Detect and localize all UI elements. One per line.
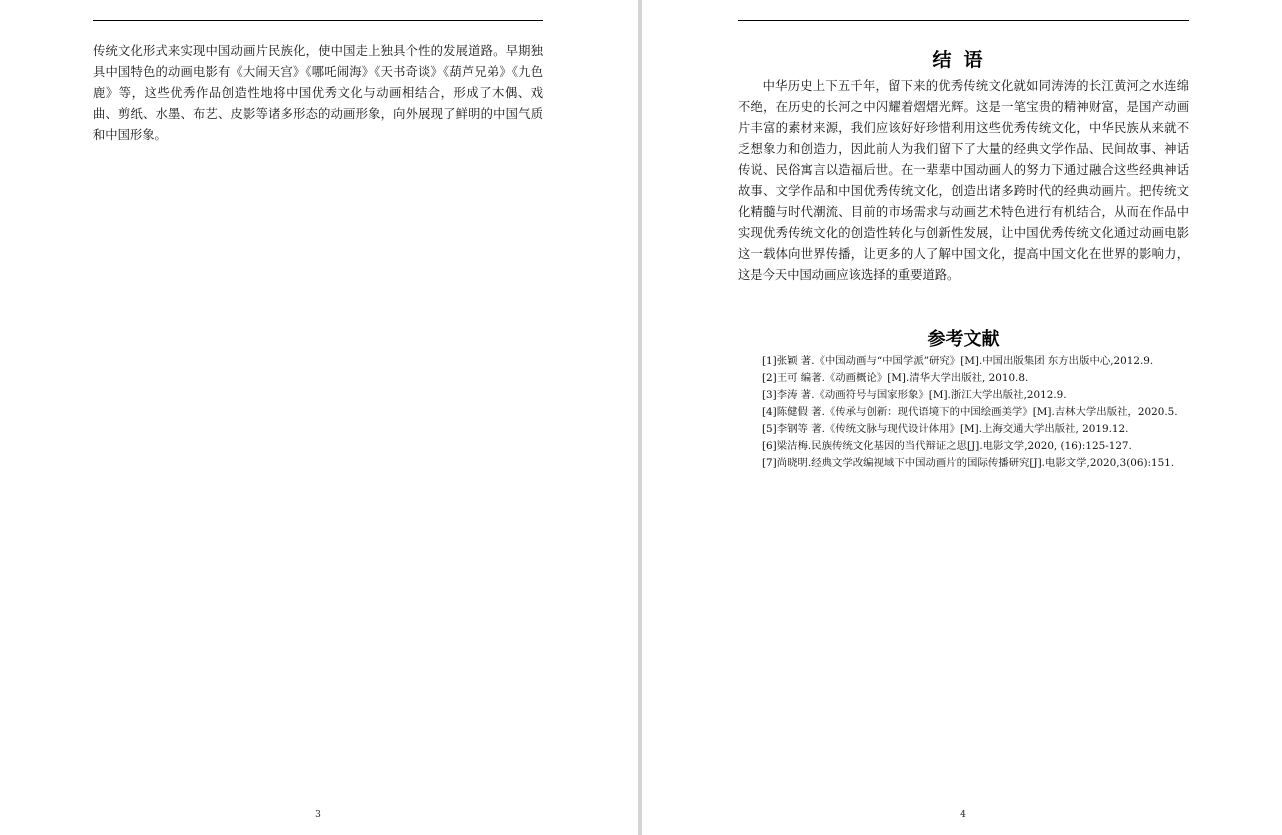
references-heading: 参考文献 [927,329,1000,350]
reference-item: [5]李钢等 著.《传统文脉与现代设计体用》[M].上海交通大学出版社, 2019.12. [762,423,1129,435]
body-paragraph: 传统文化形式来实现中国动画片民族化，使中国走上独具个性的发展道路。早期独具中国特色的动画电影有《大闹天宫》《哪吒闹海》《天书奇谈》《葫芦兄弟》《九色鹿》等，这些优秀作品创造性地将中国优秀文化与动画相结合，形成了木偶、戏曲、剪纸、水墨、布艺、皮影等诸多形态的动画形象，向外展现了鲜明的中国气质和中国形象。 [93,44,543,142]
reference-item: [1]张颖 著.《中国动画与“中国学派”研究》[M].中国出版集团 东方出版中心,2012.9. [762,355,1154,367]
header-rule [738,20,1189,21]
reference-item: [7]尚晓明.经典文学改编视域下中国动画片的国际传播研究[J].电影文学,2020,3(06):151. [762,457,1175,469]
references-list [762,353,1192,472]
reference-item: [3]李涛 著.《动画符号与国家形象》[M].浙江大学出版社,2012.9. [762,389,1067,401]
conclusion-heading: 结语 [932,49,995,71]
conclusion-paragraph: 中华历史上下五千年，留下来的优秀传统文化就如同涛涛的长江黄河之水连绵不绝，在历史的长河之中闪耀着熠熠光辉。这是一笔宝贵的精神财富，是国产动画片丰富的素材来源，我们应该好好珍惜利用这些优秀传统文化，中华民族从来就不乏想象力和创造力，因此前人为我们留下了大量的经典文学作品、民间故事、神话传说、民俗寓言以造福后世。在一辈辈中国动画人的努力下通过融合这些经典神话故事、文学作品和中国优秀传统文化，创造出诸多跨时代的经典动画片。把传统文化精髓与时代潮流、目前的市场需求与动画艺术特色进行有机结合，从而在作品中实现优秀传统文化的创造性转化与创新性发展，让中国优秀传统文化通过动画电影这一载体向世界传播，让更多的人了解中国文化，提高中国文化在世界的影响力，这是今天中国动画应该选择的重要道路。 [738,79,1189,282]
page-number: 4 [960,810,966,820]
reference-item: [4]陈健假 著.《传承与创新：现代语境下的中国绘画美学》[M].吉林大学出版社，2020.5. [762,406,1178,418]
page-number: 3 [315,810,321,820]
reference-item: [2]王可 编著.《动画概论》[M].清华大学出版社, 2010.8. [762,372,1029,384]
page-left [0,0,638,835]
reference-item: [6]梁洁梅.民族传统文化基因的当代辩证之思[J].电影文学,2020, (16):125-127. [762,440,1132,452]
page-right [642,0,1282,835]
header-rule [93,20,543,21]
